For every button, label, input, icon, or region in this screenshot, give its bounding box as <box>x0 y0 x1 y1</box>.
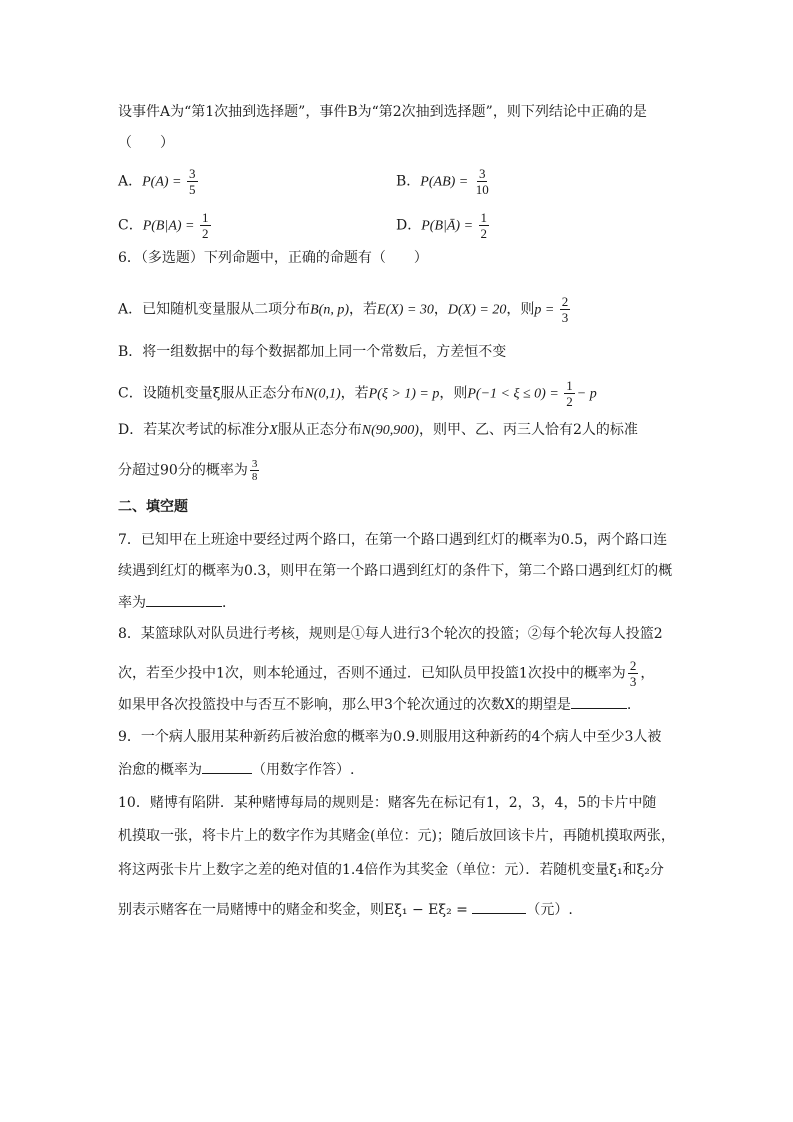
fraction-numerator: 3 <box>251 458 258 470</box>
q5-option-c <box>118 210 213 241</box>
fraction <box>474 166 491 197</box>
q5-stem: 设事件A为“第1次抽到选择题”，事件B为“第2次抽到选择题”，则下列结论中正确的是 <box>118 104 647 120</box>
q6-a-if: ，若 <box>349 301 378 318</box>
fraction <box>187 166 198 197</box>
q6-d-mid: 服从正态分布 <box>277 422 362 438</box>
q5-option-a <box>118 166 200 197</box>
q8-line1: 8．某篮球队对队员进行考核，规则是①每人进行3个轮次的投篮；②每个轮次每人投篮2 <box>118 626 663 642</box>
q6-a-p: p = <box>534 302 558 318</box>
q6-d-variable: X <box>269 423 278 438</box>
q6-c-tail: − p <box>576 386 597 402</box>
answer-blank <box>571 694 627 709</box>
q5-option-d <box>396 210 491 241</box>
option-label: A． <box>118 173 143 190</box>
fraction-denominator: 10 <box>475 182 489 197</box>
fraction-denominator: 2 <box>202 226 209 241</box>
q6-option-d-line1 <box>118 420 638 441</box>
answer-blank <box>146 592 222 607</box>
q6-c-result: P(−1 < ξ ≤ 0) = <box>467 386 563 402</box>
q7-line1: 7．已知甲在上班途中要经过两个路口，在第一个路口遇到红灯的概率为0.5，两个路口连 <box>118 532 668 548</box>
option-expr: P(B|Ā) = <box>421 218 477 234</box>
q6-a-comma: ， <box>433 301 448 318</box>
answer-blank <box>202 759 252 774</box>
q6-c-prefix: C．设随机变量ξ服从正态分布 <box>118 385 305 402</box>
q5-paren: （ ） <box>118 135 174 151</box>
option-label: C． <box>118 217 143 234</box>
q6-a-expectation: E(X) = 30 <box>377 302 434 318</box>
option-expr: P(B|A) = <box>142 218 198 234</box>
q9-line2-pre: 治愈的概率为 <box>118 762 202 778</box>
fraction-denominator: 2 <box>480 226 488 241</box>
q9-line2 <box>118 759 354 780</box>
q6-option-d-line2 <box>118 458 261 483</box>
q10-line4-post: （元）. <box>526 902 573 918</box>
q7-line2: 续遇到红灯的概率为0.3，则甲在第一个路口遇到红灯的条件下，第二个路口遇到红灯的概 <box>118 563 673 579</box>
fraction-numerator: 1 <box>566 378 573 393</box>
q8-line3 <box>118 694 631 715</box>
q6-a-variance: D(X) = 20 <box>447 302 507 318</box>
fraction-denominator: 2 <box>566 394 573 409</box>
fraction-denominator: 8 <box>251 471 258 483</box>
q6-a-prefix: A．已知随机变量服从二项分布 <box>118 301 311 318</box>
q6-a-binomial: B(n, p) <box>310 302 350 318</box>
q9-line2-post: （用数字作答）. <box>252 762 355 778</box>
q6-c-then: ，则 <box>439 385 468 402</box>
fraction <box>200 210 211 241</box>
q5-option-b <box>396 166 493 197</box>
fraction-numerator: 3 <box>189 166 196 181</box>
q10-line4-pre: 别表示赌客在一局赌博中的赌金和奖金，则Eξ₁ − Eξ₂ = <box>118 902 473 918</box>
q6-stem: 6．（多选题）下列命题中，正确的命题有（ ） <box>118 250 428 266</box>
q8-end: . <box>626 697 632 713</box>
fraction-numerator: 2 <box>629 658 637 673</box>
q6-c-normal: N(0,1) <box>304 386 341 402</box>
fraction-denominator: 3 <box>561 310 569 325</box>
q6-a-then: ，则 <box>506 301 535 318</box>
option-expr: P(A) = <box>142 174 185 190</box>
fraction-numerator: 3 <box>478 166 486 181</box>
fraction-numerator: 2 <box>561 294 569 309</box>
q8-line2-end: ， <box>640 665 655 682</box>
fraction <box>479 210 490 241</box>
fraction-denominator: 3 <box>629 674 637 689</box>
fraction <box>250 458 260 483</box>
fraction <box>560 294 571 325</box>
q6-d-normal: N(90,900) <box>361 423 419 438</box>
answer-blank <box>472 899 526 914</box>
q6-c-condition: P(ξ > 1) = p <box>368 386 440 402</box>
q6-d-prefix: D．若某次考试的标准分 <box>118 422 270 438</box>
q8-line3-text: 如果甲各次投篮投中与否互不影响，那么甲3个轮次通过的次数X的期望是 <box>118 697 571 713</box>
q10-line3: 将这两张卡片上数字之差的绝对值的1.4倍作为其奖金（单位：元）．若随机变量ξ₁和ξ₂分 <box>118 862 664 878</box>
fraction <box>564 378 575 409</box>
option-label: B． <box>396 173 421 190</box>
q6-option-c <box>118 378 597 409</box>
section-heading: 二、填空题 <box>118 499 188 515</box>
q6-option-a <box>118 294 572 325</box>
q6-option-b: B．将一组数据中的每个数据都加上同一个常数后，方差恒不变 <box>118 344 507 360</box>
option-expr: P(AB) = <box>420 174 472 190</box>
fraction-numerator: 1 <box>202 210 209 225</box>
q7-line3 <box>118 592 236 613</box>
q6-d-tail: ，则甲、乙、丙三人恰有2人的标准 <box>418 422 638 438</box>
q10-line4 <box>118 899 573 920</box>
q9-line1: 9．一个病人服用某种新药后被治愈的概率为0.9.则服用这种新药的4个病人中至少3人被 <box>118 729 662 745</box>
fraction <box>628 658 639 689</box>
q6-c-if: ，若 <box>340 385 369 402</box>
option-label: D． <box>396 217 422 234</box>
q10-line2: 机摸取一张，将卡片上的数字作为其赌金(单位：元)；随后放回该卡片，再随机摸取两张， <box>118 828 675 844</box>
fraction-numerator: 1 <box>480 210 488 225</box>
fraction-denominator: 5 <box>189 182 196 197</box>
q8-line2-text: 次，若至少投中1次，则本轮通过，否则不通过．已知队员甲投篮1次投中的概率为 <box>118 665 626 682</box>
q10-line1: 10．赌博有陷阱．某种赌博每局的规则是：赌客先在标记有1，2，3，4，5的卡片中随 <box>118 795 657 811</box>
q8-line2 <box>118 658 654 689</box>
q6-d-line2: 分超过90分的概率为 <box>118 462 248 479</box>
q7-end: ． <box>222 595 236 611</box>
q7-line3-text: 率为 <box>118 595 146 611</box>
